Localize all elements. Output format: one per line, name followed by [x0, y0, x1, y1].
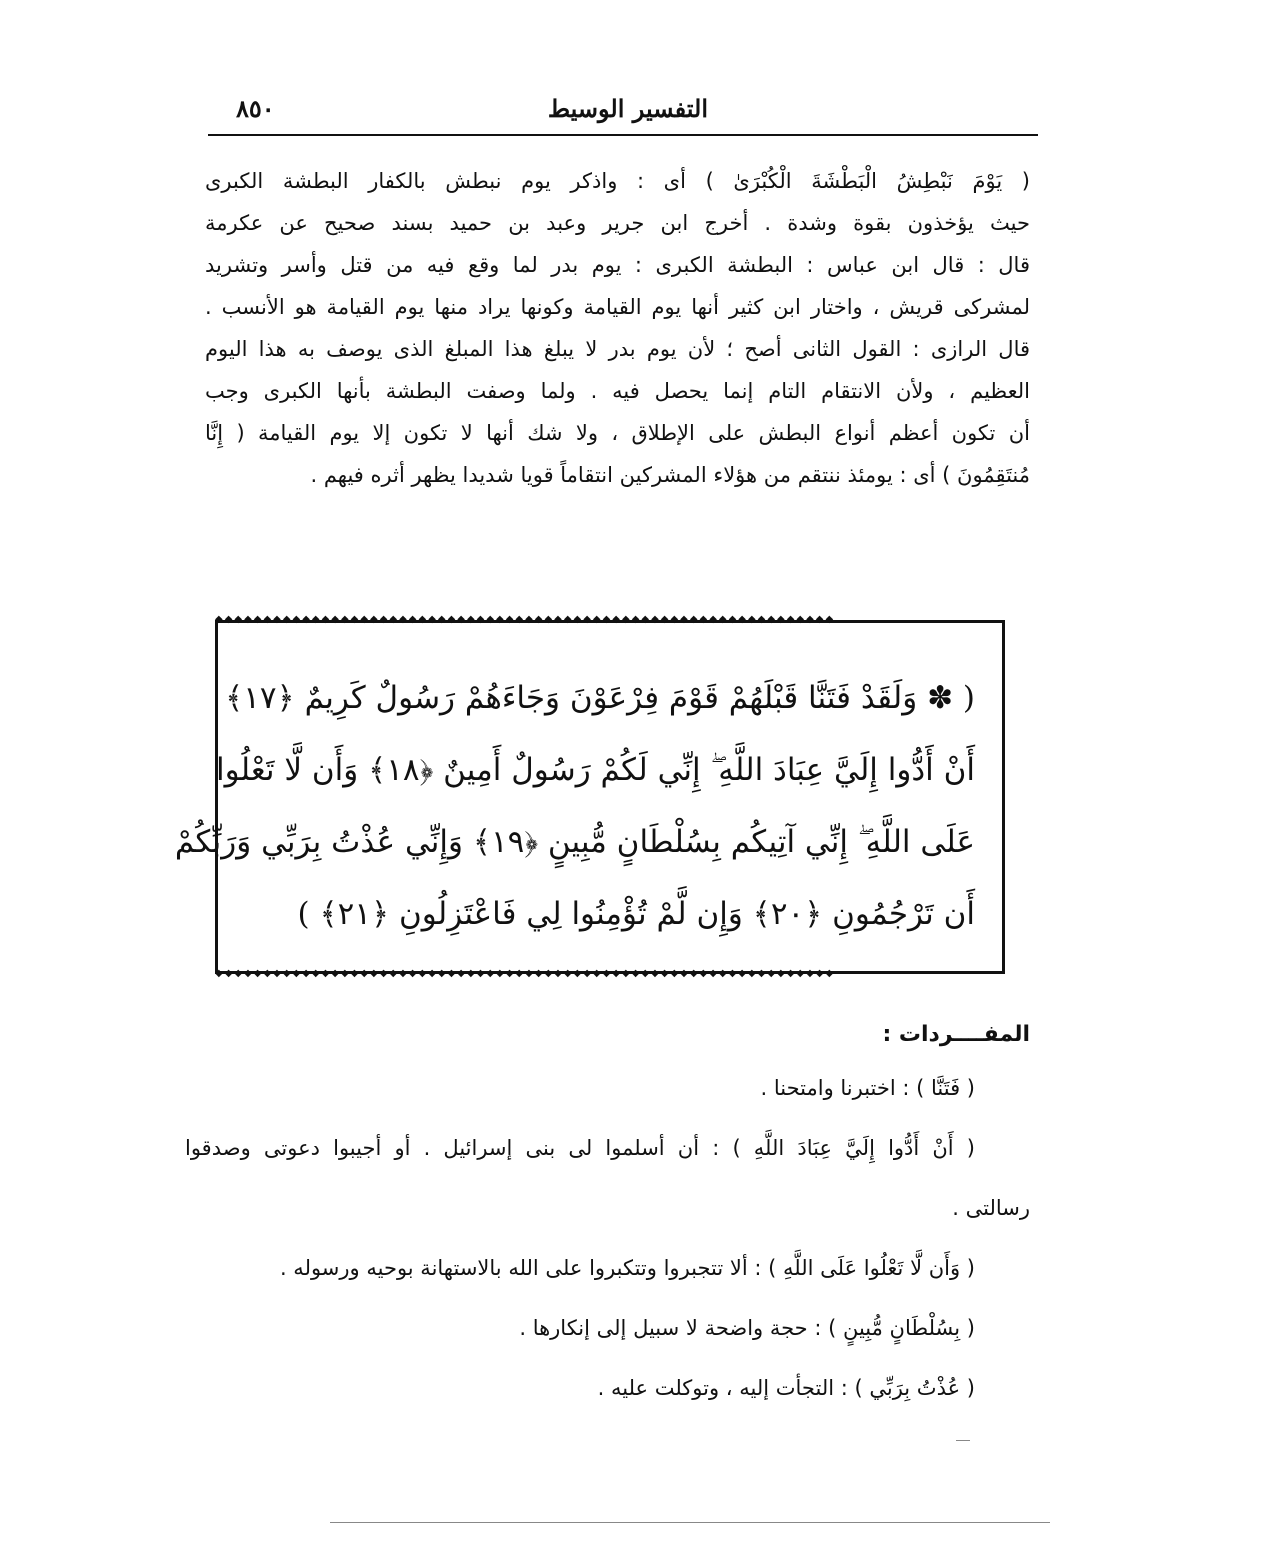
verse-line: أَنْ أَدُّوا إِلَيَّ عِبَادَ اللَّهِ ۖ إِنِّي لَكُمْ رَسُولٌ أَمِينٌ ﴿١٨﴾ وَأَن لَّا تَعْلُوا: [216, 752, 975, 788]
vocabulary-entry: ( فَتَنَّا ) : اختبرنا وامتحنا .: [760, 1076, 975, 1100]
vocabulary-entry-continuation: رسالتى .: [952, 1196, 1030, 1220]
header-rule: [208, 134, 1038, 136]
commentary-text: [205, 160, 1030, 496]
verse-line: أَن تَرْجُمُونِ ﴿٢٠﴾ وَإِن لَّمْ تُؤْمِنُوا لِي فَاعْتَزِلُونِ ﴿٢١﴾ ): [297, 896, 975, 932]
page-number: ٨٥٠: [236, 94, 275, 123]
commentary-line: حيث يؤخذون بقوة وشدة . أخرج ابن جرير وعبد بن حميد بسند صحيح عن عكرمة: [205, 211, 1030, 235]
vocabulary-heading: المفــــردات :: [882, 1022, 1030, 1047]
verse-line: عَلَى اللَّهِ ۖ إِنِّي آتِيكُم بِسُلْطَانٍ مُّبِينٍ ﴿١٩﴾ وَإِنِّي عُذْتُ بِرَبِّي وَرَبِّكُمْ: [174, 824, 975, 860]
quran-verses: [174, 662, 975, 950]
vocabulary-list: [185, 1068, 1030, 1428]
page-header: [208, 92, 1038, 132]
commentary-line: العظيم ، ولأن الانتقام التام إنما يحصل فيه . ولما وصفت البطشة بأنها الكبرى وجب: [205, 379, 1030, 403]
commentary-line: أن تكون أعظم أنواع البطش على الإطلاق ، ولا شك أنها لا تكون إلا يوم القيامة ( إِنَّا: [205, 421, 1030, 445]
frame-ornament-bottom: ◆◆◆◆◆◆◆◆◆◆◆◆◆◆◆◆◆◆◆◆◆◆◆◆◆◆◆◆◆◆◆◆◆◆◆◆◆◆◆◆◆◆◆◆◆◆◆◆◆◆◆◆◆◆◆◆◆◆◆◆◆◆◆◆: [215, 968, 836, 979]
commentary-line: قال : قال ابن عباس : البطشة الكبرى : يوم بدر لما وقع فيه من قتل وأسر وتشريد: [205, 253, 1030, 277]
commentary-line: قال الرازى : القول الثانى أصح ؛ لأن يوم بدر لا يبلغ هذا المبلغ الذى يوصف به هذا اليوم: [205, 337, 1030, 361]
vocabulary-entry: ( أَنْ أَدُّوا إِلَيَّ عِبَادَ اللَّهِ ) : أن أسلموا لى بنى إسرائيل . أو أجيبوا دعوتى وصدقوا: [185, 1136, 975, 1160]
vocabulary-entry: ( وَأَن لَّا تَعْلُوا عَلَى اللَّهِ ) : ألا تتجبروا وتتكبروا على الله بالاستهانة بوحيه ورسوله .: [279, 1256, 975, 1280]
page-mark: [956, 1440, 970, 1441]
footer-rule: [330, 1522, 1050, 1523]
vocabulary-entry: ( عُذْتُ بِرَبِّي ) : التجأت إليه ، وتوكلت عليه .: [597, 1376, 975, 1400]
frame-ornament-top: ◆◆◆◆◆◆◆◆◆◆◆◆◆◆◆◆◆◆◆◆◆◆◆◆◆◆◆◆◆◆◆◆◆◆◆◆◆◆◆◆◆◆◆◆◆◆◆◆◆◆◆◆◆◆◆◆◆◆◆◆◆◆◆◆: [215, 614, 836, 625]
commentary-line: لمشركى قريش ، واختار ابن كثير أنها يوم القيامة وكونها يراد منها يوم القيامة هو الأنسب .: [205, 295, 1030, 319]
verse-frame: [174, 614, 1005, 979]
verse-line: ( ✽ وَلَقَدْ فَتَنَّا قَبْلَهُمْ قَوْمَ فِرْعَوْنَ وَجَاءَهُمْ رَسُولٌ كَرِيمٌ ﴿١٧﴾: [225, 680, 975, 716]
commentary-line: ( يَوْمَ نَبْطِشُ الْبَطْشَةَ الْكُبْرَىٰ ) أى : واذكر يوم نبطش بالكفار البطشة الكبرى: [205, 169, 1030, 193]
commentary-line: مُنتَقِمُونَ ) أى : يومئذ ننتقم من هؤلاء المشركين انتقاماً قويا شديدا يظهر أثره فيهم .: [310, 463, 1030, 487]
vocabulary-entry: ( بِسُلْطَانٍ مُّبِينٍ ) : حجة واضحة لا سبيل إلى إنكارها .: [519, 1316, 975, 1340]
page-title: التفسير الوسيط: [547, 94, 708, 123]
